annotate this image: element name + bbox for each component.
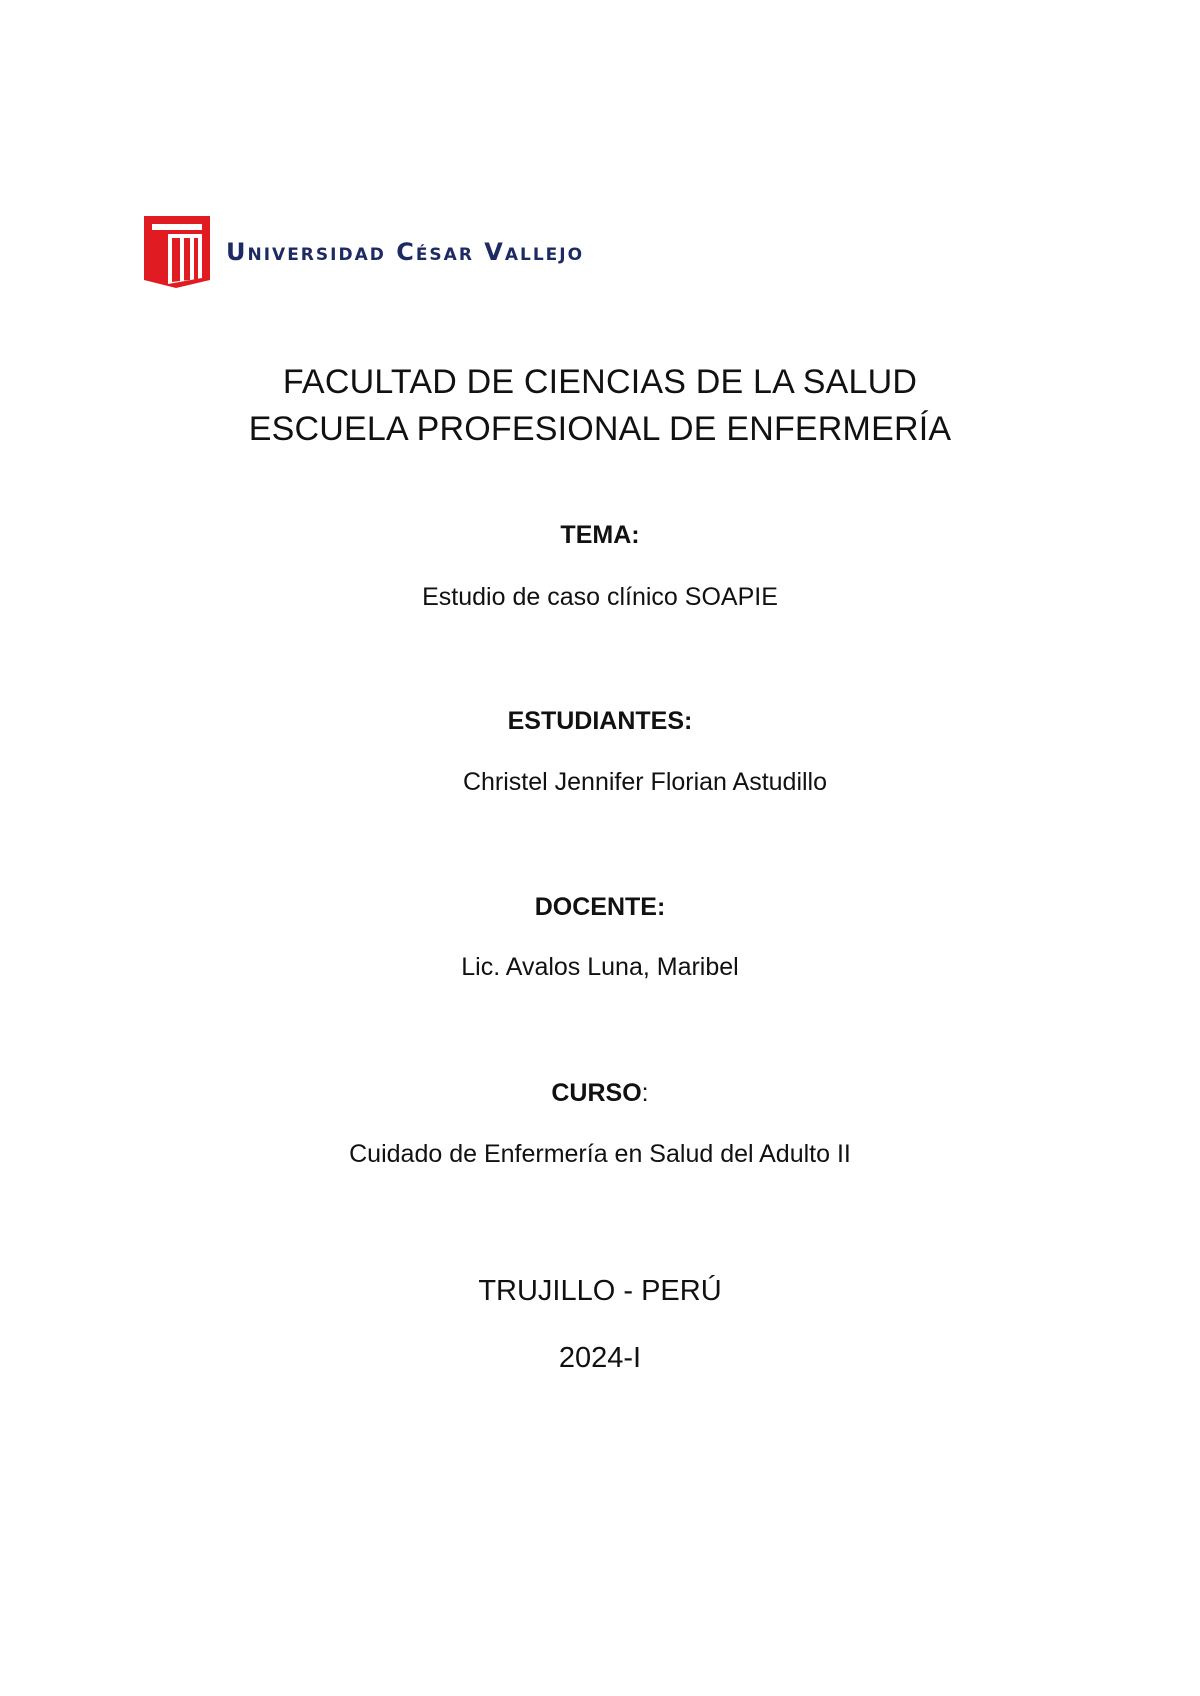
curso-label-line bbox=[0, 1079, 1200, 1108]
school-title: ESCUELA PROFESIONAL DE ENFERMERÍA bbox=[248, 410, 952, 448]
period: 2024-I bbox=[558, 1342, 642, 1374]
tema-value: Estudio de caso clínico SOAPIE bbox=[422, 583, 778, 611]
curso-value: Cuidado de Enfermería en Salud del Adulto II bbox=[349, 1140, 851, 1168]
tema-label: TEMA: bbox=[560, 521, 640, 549]
curso-colon: : bbox=[641, 1079, 649, 1107]
estudiantes-value: Christel Jennifer Florian Astudillo bbox=[462, 768, 828, 796]
docente-label: DOCENTE: bbox=[534, 893, 666, 921]
docente-value: Lic. Avalos Luna, Maribel bbox=[461, 953, 739, 981]
university-name: Universidad César Vallejo bbox=[226, 238, 585, 266]
location: TRUJILLO - PERÚ bbox=[478, 1275, 722, 1307]
estudiantes-label: ESTUDIANTES: bbox=[507, 707, 693, 735]
faculty-title: FACULTAD DE CIENCIAS DE LA SALUD bbox=[282, 363, 918, 401]
university-emblem-icon bbox=[140, 214, 214, 290]
university-logo bbox=[140, 214, 584, 290]
curso-label: CURSO bbox=[551, 1079, 642, 1107]
